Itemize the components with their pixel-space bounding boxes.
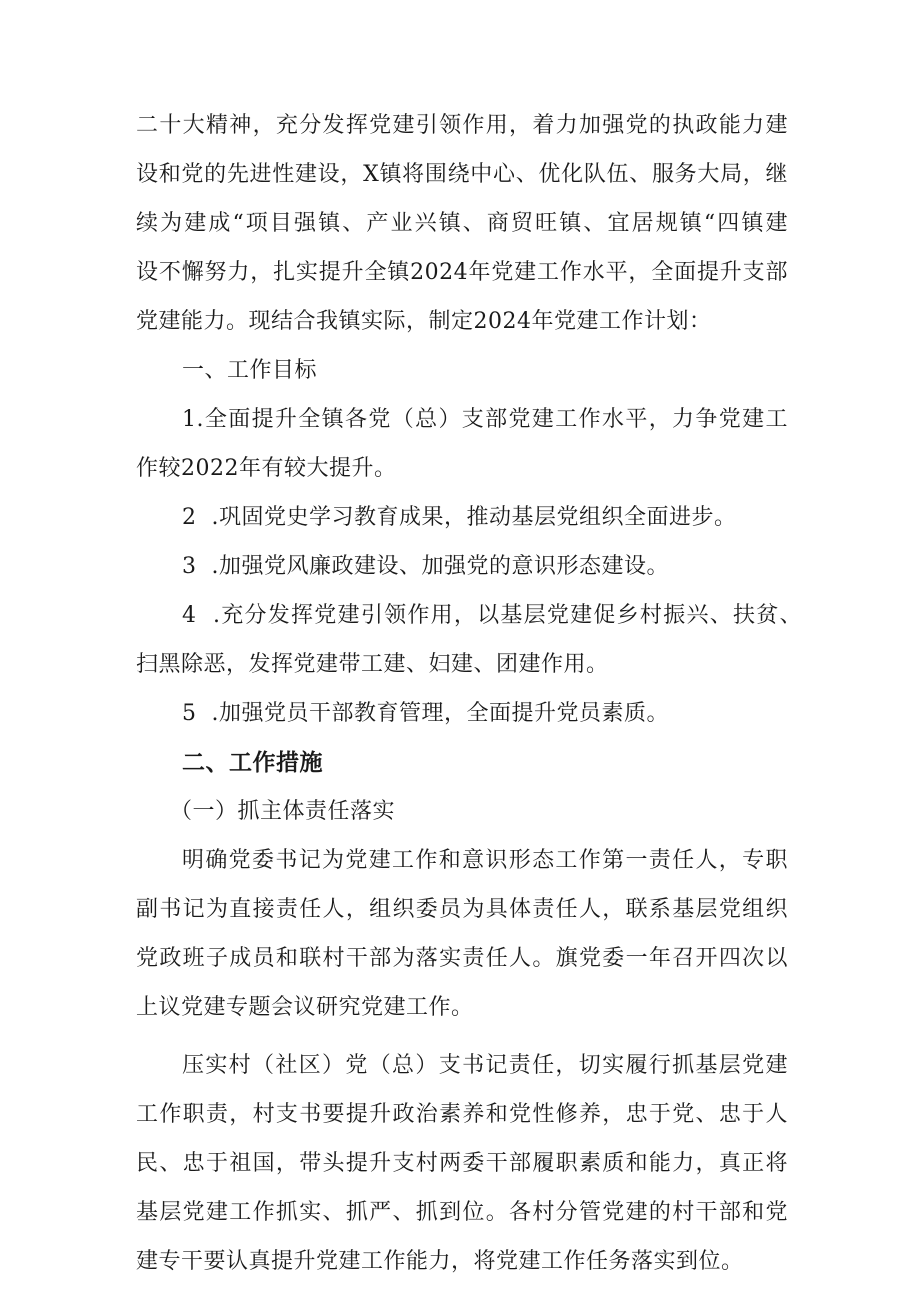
goal-item-5: 5 .加强党员干部教育管理，全面提升党员素质。 xyxy=(182,701,669,726)
measure-para-2-line-1: 压实村（社区）党（总）支书记责任，切实履行抓基层党建 xyxy=(182,1053,788,1078)
goal-item-4-line-1: 4 .充分发挥党建引领作用，以基层党建促乡村振兴、扶贫、 xyxy=(182,603,802,628)
measure-para-2-line-2: 工作职责，村支书要提升政治素养和党性修养，忠于党、忠于人 xyxy=(136,1102,788,1127)
section1-heading: 一、工作目标 xyxy=(182,358,318,383)
measure-para-1-line-4: 上议党建专题会议研究党建工作。 xyxy=(136,995,474,1020)
goal-item-3: 3 .加强党风廉政建设、加强党的意识形态建设。 xyxy=(182,554,669,579)
measure-para-1-line-3: 党政班子成员和联村干部为落实责任人。旗党委一年召开四次以 xyxy=(136,946,788,971)
measure-para-2-line-5: 建专干要认真提升党建工作能力，将党建工作任务落实到位。 xyxy=(136,1249,744,1274)
measure-para-1-line-2: 副书记为直接责任人，组织委员为具体责任人，联系基层党组织 xyxy=(136,897,788,922)
intro-line-5: 党建能力。现结合我镇实际，制定2024年党建工作计划： xyxy=(136,309,712,334)
measure-para-2-line-4: 基层党建工作抓实、抓严、抓到位。各村分管党建的村干部和党 xyxy=(136,1200,788,1225)
intro-line-3: 续为建成“项目强镇、产业兴镇、商贸旺镇、宜居规镇“四镇建 xyxy=(136,211,788,236)
measure-para-2-line-3: 民、忠于祖国，带头提升支村两委干部履职素质和能力，真正将 xyxy=(136,1151,788,1176)
intro-line-4: 设不懈努力，扎实提升全镇2024年党建工作水平，全面提升支部 xyxy=(136,260,788,285)
goal-item-2: 2 .巩固党史学习教育成果，推动基层党组织全面进步。 xyxy=(182,505,737,530)
goal-item-1-line-2: 作较2022年有较大提升。 xyxy=(136,456,397,481)
section2-subheading: （一）抓主体责任落实 xyxy=(170,799,396,824)
intro-line-2: 设和党的先进性建设，X镇将围绕中心、优化队伍、服务大局，继 xyxy=(136,162,788,187)
goal-item-4-line-2: 扫黑除恶，发挥党建带工建、妇建、团建作用。 xyxy=(136,652,609,677)
goal-item-1-line-1: 1.全面提升全镇各党（总）支部党建工作水平，力争党建工 xyxy=(182,407,788,432)
section2-heading: 二、工作措施 xyxy=(182,750,323,776)
measure-para-1-line-1: 明确党委书记为党建工作和意识形态工作第一责任人，专职 xyxy=(182,848,788,873)
intro-line-1: 二十大精神，充分发挥党建引领作用，着力加强党的执政能力建 xyxy=(136,113,788,138)
